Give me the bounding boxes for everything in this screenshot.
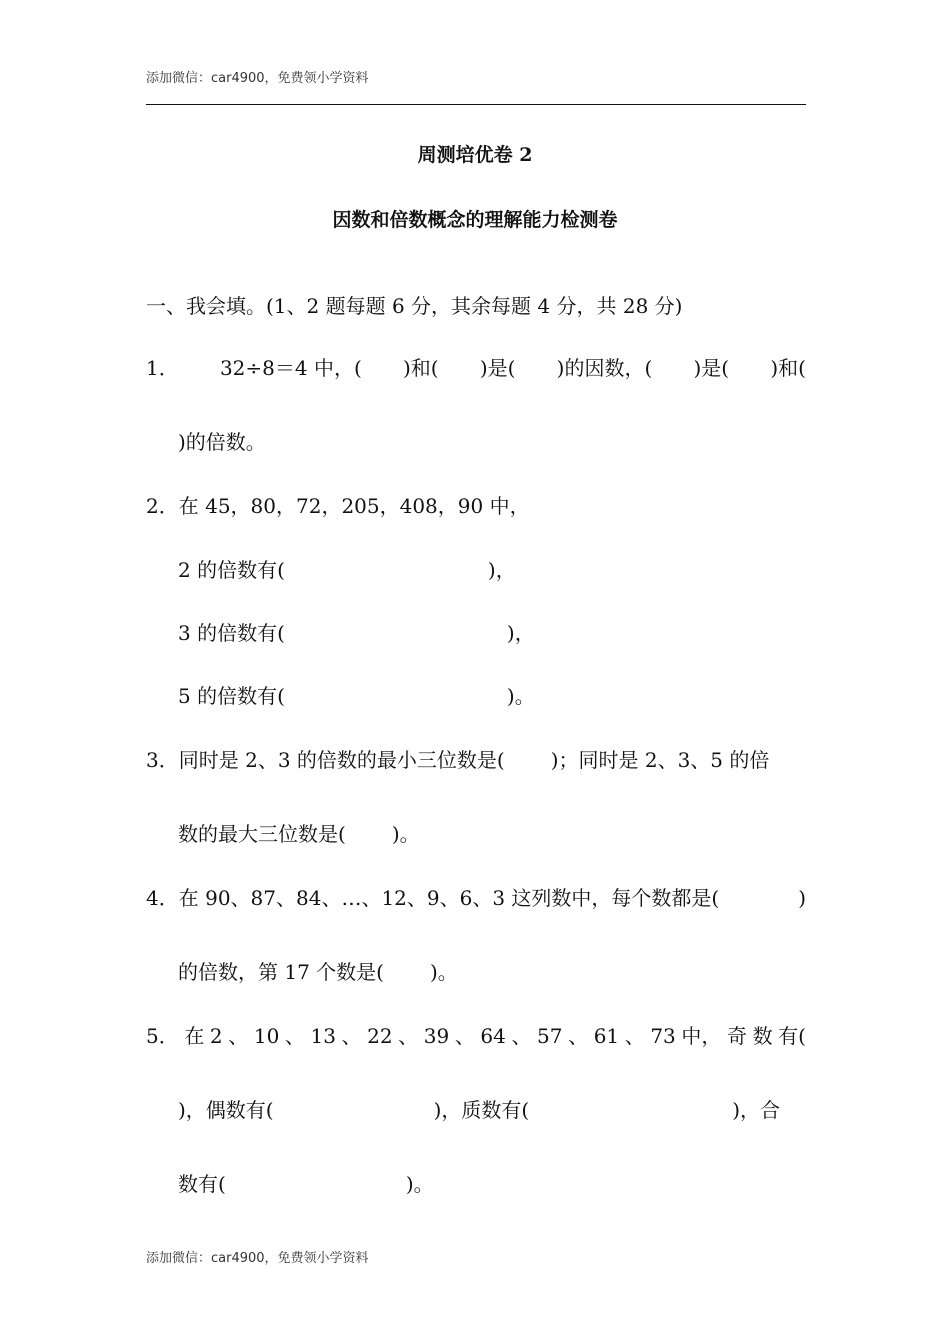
question-3-number: 3． [146,748,179,772]
question-3-line-1 [146,747,806,773]
question-2-number: 2． [146,494,179,518]
question-2-sub-3 [178,683,806,709]
question-1-number: 1． [146,356,179,380]
question-5-part: 2 [209,1024,223,1048]
footer-note: 添加微信：car4900，免费领小学资料 [146,1251,369,1266]
question-5-part: 有( [778,1024,806,1048]
question-1-line-1 [146,355,806,381]
question-5-text-d: 数有( [178,1172,226,1196]
question-5-line-2 [178,1097,806,1123]
question-5-part: 数 [752,1024,773,1048]
question-5-part: 、 [341,1024,362,1048]
question-5-text-c: )，合 [732,1098,781,1122]
question-5-part: 22 [367,1024,393,1048]
question-5-line-3 [178,1171,806,1197]
question-1-part-4: )的因数，( [556,356,653,380]
question-2-text: 在 45，80，72，205，408，90 中， [178,494,530,518]
page-subtitle: 因数和倍数概念的理解能力检测卷 [332,209,618,231]
question-1-part-2: )和( [403,356,439,380]
question-2-line-1 [146,493,806,519]
question-5-part: 61 [593,1024,620,1048]
question-4-text-b: ) [798,886,806,910]
question-5-part: 、 [454,1024,475,1048]
question-5-part: 73 [650,1024,676,1048]
header-note: 添加微信：car4900，免费领小学资料 [146,71,369,86]
question-5-part: 、 [228,1024,249,1048]
question-5-part: 中， [681,1024,722,1048]
page-title: 周测培优卷 2 [417,144,533,166]
question-2-sub-2 [178,620,806,646]
question-1-part-1: 32÷8＝4 中，( [219,356,362,380]
question-5-part: 、 [568,1024,589,1048]
question-2-sub-2-end: )， [506,621,535,645]
question-4-text-a: 在 90、87、84、…、12、9、6、3 这列数中，每个数都是( [178,886,720,910]
question-1-part-6: )和( [770,356,806,380]
question-5-part: 在 [184,1024,205,1048]
question-4-text-d: )。 [429,960,458,984]
question-5-part: 13 [310,1024,336,1048]
question-1-line-2: )的倍数。 [178,430,266,454]
question-4-text-c: 的倍数，第 17 个数是( [178,960,384,984]
question-1-part-3: )是( [479,356,516,380]
question-3-text-a: 同时是 2、3 的倍数的最小三位数是( [178,748,505,772]
question-2-sub-2-label: 3 的倍数有( [178,621,285,645]
question-2-sub-3-label: 5 的倍数有( [178,684,285,708]
question-5-part: 57 [537,1024,563,1048]
question-2-sub-1-label: 2 的倍数有( [178,558,285,582]
question-5-part: 、 [511,1024,532,1048]
question-2-sub-1-end: )， [487,558,516,582]
question-5-part: 10 [253,1024,280,1048]
question-5-text-a: )，偶数有( [178,1098,274,1122]
question-3-text-b: )；同时是 2、3、5 的倍 [550,748,770,772]
question-3-line-2 [178,821,806,847]
question-3-text-d: )。 [391,822,420,846]
question-3-text-c: 数的最大三位数是( [178,822,346,846]
question-5-part: 、 [284,1024,305,1048]
question-5-part: 64 [480,1024,506,1048]
question-4-number: 4． [146,886,179,910]
question-5-line-1 [146,1023,806,1049]
header-divider [146,104,806,105]
question-4-line-1 [146,885,806,911]
question-5-part: 、 [624,1024,645,1048]
question-2-sub-1 [178,557,806,583]
question-5-text-b: )，质数有( [433,1098,530,1122]
question-1-part-5: )是( [693,356,730,380]
question-5-part: 、 [398,1024,419,1048]
question-4-line-2 [178,959,806,985]
section-heading: 一、我会填。(1、2 题每题 6 分，其余每题 4 分，共 28 分) [146,294,683,318]
question-5-text-e: )。 [405,1172,434,1196]
question-5-part: 39 [423,1024,450,1048]
question-5-number: 5． [146,1024,179,1048]
question-5-part: 奇 [726,1024,747,1048]
question-2-sub-3-end: )。 [506,684,535,708]
